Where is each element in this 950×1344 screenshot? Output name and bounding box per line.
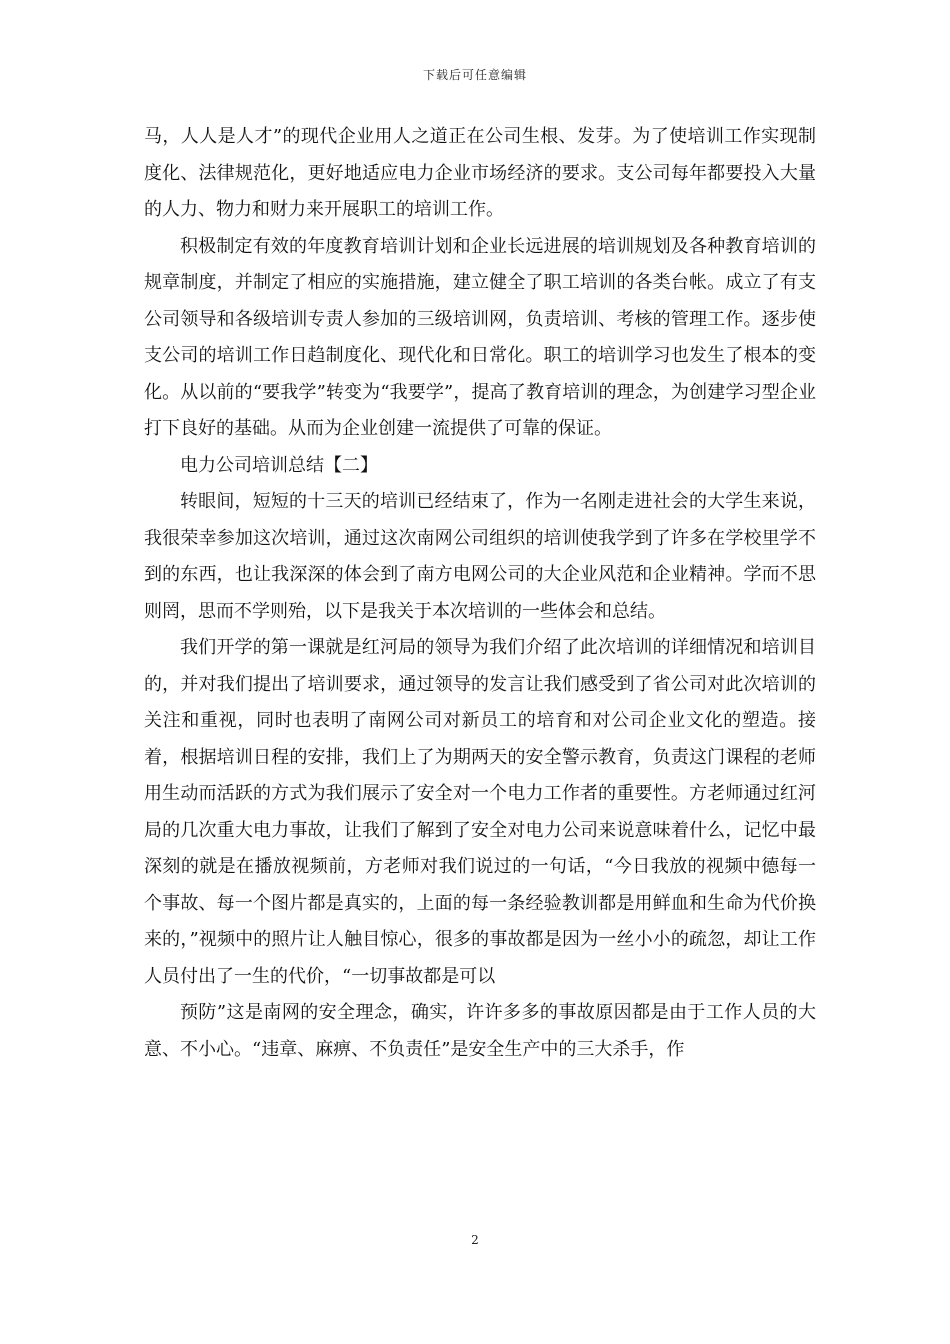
page-number: 2 (471, 1233, 479, 1247)
paragraph: 预防”这是南网的安全理念，确实，许许多多的事故原因都是由于工作人员的大意、不小心。“违章、麻痹、不负责任”是安全生产中的三大杀手，作 (144, 1002, 816, 1060)
section-heading: 电力公司培训总结【二】 (180, 454, 378, 476)
paragraph: 转眼间，短短的十三天的培训已经结束了，作为一名刚走进社会的大学生来说，我很荣幸参加这次培训，通过这次南网公司组织的培训使我学到了许多在学校里学不到的东西，也让我深深的体会到了南方电网公司的大企业风范和企业精神。学而不思则罔，思而不学则殆，以下是我关于本次培训的一些体会和总结。 (144, 491, 816, 622)
paragraph: 马，人人是人才”的现代企业用人之道正在公司生根、发芽。为了使培训工作实现制度化、法律规范化，更好地适应电力企业市场经济的要求。支公司每年都要投入大量的人力、物力和财力来开展职工的培训工作。 (144, 126, 816, 220)
document-body (144, 119, 816, 1068)
page-header: 下载后可任意编辑 (422, 68, 527, 82)
paragraph: 积极制定有效的年度教育培训计划和企业长远进展的培训规划及各种教育培训的规章制度，并制定了相应的实施措施，建立健全了职工培训的各类台帐。成立了有支公司领导和各级培训专责人参加的三级培训网，负责培训、考核的管理工作。逐步使支公司的培训工作日趋制度化、现代化和日常化。职工的培训学习也发生了根本的变化。从以前的“要我学”转变为“我要学”，提高了教育培训的理念，为创建学习型企业打下良好的基础。从而为企业创建一流提供了可靠的保证。 (144, 235, 816, 439)
paragraph: 我们开学的第一课就是红河局的领导为我们介绍了此次培训的详细情况和培训目的，并对我们提出了培训要求，通过领导的发言让我们感受到了省公司对此次培训的关注和重视，同时也表明了南网公司对新员工的培育和对公司企业文化的塑造。接着，根据培训日程的安排，我们上了为期两天的安全警示教育，负责这门课程的老师用生动而活跃的方式为我们展示了安全对一个电力工作者的重要性。方老师通过红河局的几次重大电力事故，让我们了解到了安全对电力公司来说意味着什么，记忆中最深刻的就是在播放视频前，方老师对我们说过的一句话，“今日我放的视频中德每一个事故、每一个图片都是真实的，上面的每一条经验教训都是用鲜血和生命为代价换来的，”视频中的照片让人触目惊心，很多的事故都是因为一丝小小的疏忽，却让工作人员付出了一生的代价，“一切事故都是可以 (144, 637, 816, 987)
